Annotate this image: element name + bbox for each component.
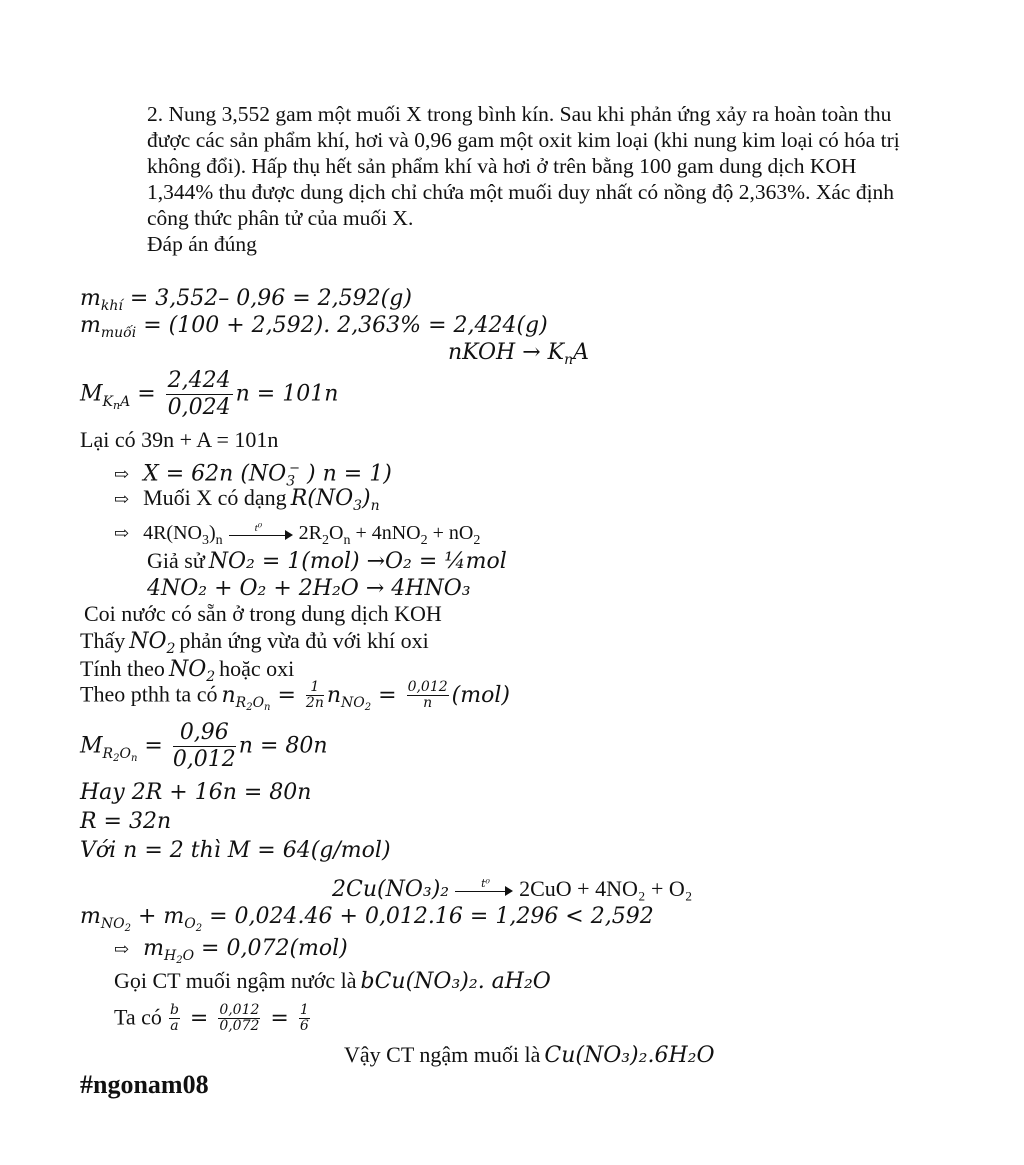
implies-arrow-icon: ⇨ bbox=[114, 464, 130, 486]
problem-line: được các sản phẩm khí, hơi và 0,96 gam một oxit kim loại (khi nung kim loại có hóa trị bbox=[147, 128, 900, 152]
answer-label: Đáp án đúng bbox=[147, 232, 257, 256]
lai-co-line: Lại có 39n + A = 101n bbox=[80, 427, 279, 452]
tinh-theo-line: Tính theo $NO_2$ hoặc oxi bbox=[80, 656, 295, 685]
thay-no2-line: Thấy $NO_2$ phản ứng vừa đủ với khí oxi bbox=[80, 628, 429, 657]
ta-co-line: Ta có $\frac{b}{a}$ = $\frac{0,012}{0,072}$ = $\frac{1}{6}$ bbox=[114, 1002, 309, 1034]
cu-reaction-line: 2Cu(NO₃)₂ t⁰ 2CuO + 4NO₂ + O₂ bbox=[332, 876, 693, 902]
reaction-1-line: ⇨ $4R(NO_3)_n$ t⁰ $2R_2O_n + 4nNO_2 + nO_2$ bbox=[114, 522, 481, 548]
m-h2o-line: ⇨ $m_{H_2O} = 0,072(mol)$ bbox=[114, 936, 348, 966]
fraction: $\frac{1}{6}$ bbox=[299, 1002, 309, 1034]
implies-arrow-icon: ⇨ bbox=[114, 489, 130, 510]
heat-arrow-icon: t⁰ bbox=[229, 527, 293, 541]
goi-ct-line: Gọi CT muối ngậm nước là bCu(NO₃)₂. aH₂O bbox=[114, 968, 551, 994]
hay-line: Hay 2R + 16n = 80n bbox=[80, 780, 312, 805]
x-eq-line: ⇨ X = 62n ($NO_3^-$ ) n = 1) bbox=[114, 461, 392, 490]
problem-line: 1,344% thu được dung dịch chỉ chứa một muối duy nhất có nồng độ 2,363%. Xác định bbox=[147, 180, 895, 204]
author-hashtag: #ngonam08 bbox=[80, 1070, 209, 1099]
fraction: $\frac{b}{a}$ bbox=[169, 1002, 179, 1034]
fraction: $\frac{0,96}{0,012}$ bbox=[172, 720, 236, 772]
problem-line: không đổi). Hấp thụ hết sản phẩm khí và hơi ở trên bằng 100 gam dung dịch KOH bbox=[147, 154, 857, 178]
fraction: $\frac{0,012}{0,072}$ bbox=[219, 1002, 260, 1034]
molar-mass-r2on: $M_{R_2O_n}$ = $\frac{0,96}{0,012}$ n = 80n bbox=[80, 720, 328, 772]
problem-statement bbox=[147, 101, 957, 257]
voi-n-line: Với n = 2 thì M = 64(g/mol) bbox=[80, 838, 391, 863]
fraction: $\frac{0,012}{n}$ bbox=[407, 679, 448, 711]
heat-arrow-icon: t⁰ bbox=[455, 883, 513, 897]
m-khi-line: $m_{khí} = 3,552-$ 0,96 = 2,592(g) bbox=[80, 286, 412, 314]
muoi-x-line: ⇨ Muối X có dạng $R(NO_3)_n$ bbox=[114, 485, 380, 514]
vay-ct-line: Vậy CT ngậm muối là Cu(NO₃)₂.6H₂O bbox=[344, 1042, 715, 1068]
implies-arrow-icon: ⇨ bbox=[114, 939, 130, 960]
problem-line: công thức phân tử của muối X. bbox=[147, 206, 414, 230]
molar-mass-knA: $M_{K_nA}$ = $\frac{2,424}{0,024}$ n = 101n bbox=[80, 368, 339, 420]
coi-nuoc-line: Coi nước có sẵn ở trong dung dịch KOH bbox=[84, 601, 442, 626]
koh-reaction-line: nKOH → $K_nA$ bbox=[448, 340, 590, 368]
problem-line: 2. Nung 3,552 gam một muối X trong bình kín. Sau khi phản ứng xảy ra hoàn toàn thu bbox=[147, 102, 892, 126]
theo-pthh-line: Theo pthh ta có $n_{R_2O_n}$ = $\frac{1}{2n}$ $n_{NO_2}$ = $\frac{0,012}{n}$ (mol) bbox=[80, 679, 510, 713]
gia-su-line: Giả sử NO₂ = 1(mol) →O₂ = ¼mol bbox=[147, 548, 507, 574]
implies-arrow-icon: ⇨ bbox=[114, 523, 130, 544]
mass-sum-line: $m_{NO_2} + m_{O_2} = 0,024.46 + 0,012.16 = 1,296 < 2,592$ bbox=[80, 904, 654, 934]
fraction: $\frac{1}{2n}$ bbox=[305, 679, 324, 711]
r-eq-line: R = 32n bbox=[80, 809, 172, 834]
hno3-equation: 4NO₂ + O₂ + 2H₂O → 4HNO₃ bbox=[147, 576, 471, 601]
fraction: $\frac{2,424}{0,024}$ bbox=[167, 368, 231, 420]
m-muoi-line: $m_{muối} = (100 + 2,592)$. 2,363% = 2,424(g) bbox=[80, 313, 548, 341]
